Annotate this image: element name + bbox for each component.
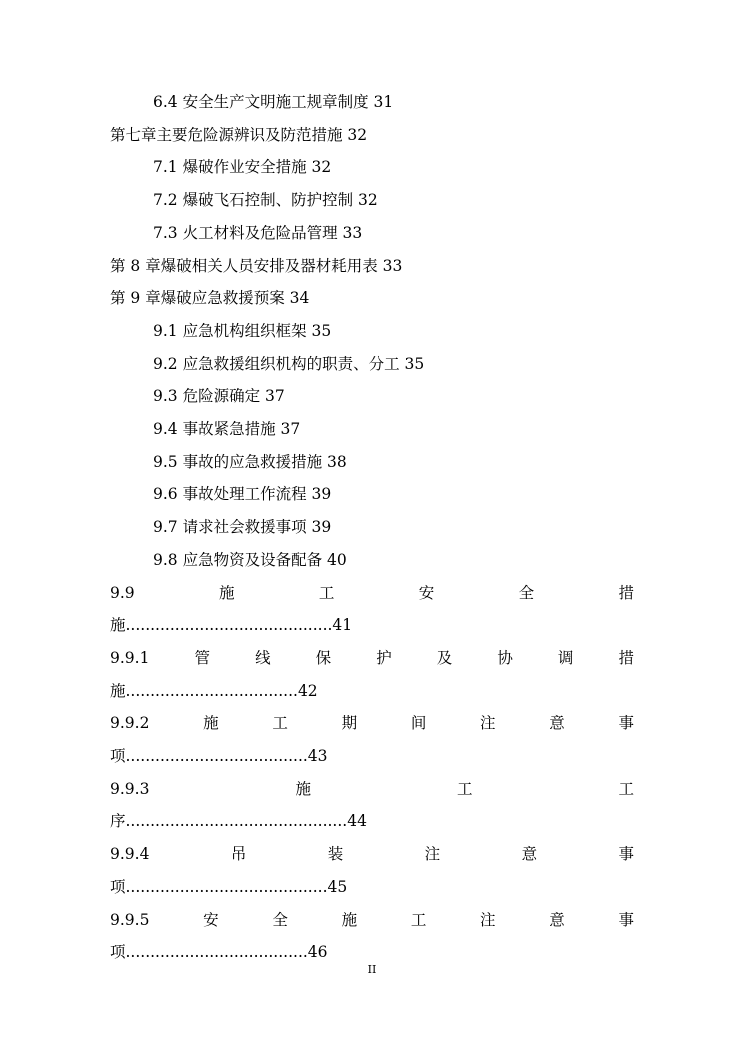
toc-entry-word: 9.9.3 bbox=[110, 779, 150, 798]
toc-entry-continuation: 项.....................................46 bbox=[110, 943, 328, 962]
toc-entry-word: 事 bbox=[618, 714, 634, 733]
toc-entry-word: 9.9.1 bbox=[110, 648, 150, 667]
toc-entry-word: 9.9.5 bbox=[110, 910, 150, 929]
toc-entry-justified bbox=[110, 581, 634, 605]
toc-entry-justified bbox=[110, 842, 634, 866]
toc-entry-word: 安 bbox=[418, 583, 435, 602]
toc-entry: 7.3 火工材料及危险品管理 33 bbox=[153, 223, 363, 242]
toc-entry-word: 施 bbox=[219, 583, 235, 602]
toc-entry-word: 全 bbox=[518, 583, 535, 602]
toc-entry-word: 吊 bbox=[230, 845, 247, 864]
toc-entry-word: 安 bbox=[203, 910, 219, 929]
toc-entry-word: 事 bbox=[618, 845, 634, 864]
toc-entry-continuation: 施..........................................41 bbox=[110, 616, 353, 635]
toc-entry: 第 9 章爆破应急救援预案 34 bbox=[110, 289, 310, 308]
toc-entry-word: 施 bbox=[203, 714, 219, 733]
toc-entry-word: 工 bbox=[410, 910, 427, 929]
toc-entry-justified bbox=[110, 711, 634, 735]
toc-entry: 9.4 事故紧急措施 37 bbox=[153, 420, 301, 438]
toc-entry: 9.3 危险源确定 37 bbox=[153, 387, 285, 406]
toc-entry-word: 注 bbox=[480, 714, 496, 733]
toc-entry-word: 工 bbox=[618, 779, 634, 798]
toc-entry-word: 意 bbox=[521, 845, 538, 864]
toc-entry-word: 管 bbox=[194, 648, 211, 667]
toc-entry: 9.6 事故处理工作流程 39 bbox=[153, 485, 332, 504]
toc-entry-continuation: 序.............................................44 bbox=[110, 812, 367, 831]
toc-entry-word: 护 bbox=[376, 648, 392, 667]
toc-entry-word: 注 bbox=[424, 845, 441, 864]
toc-entry-word: 保 bbox=[315, 648, 332, 667]
page-number: II bbox=[367, 963, 377, 976]
toc-entry: 9.2 应急救援组织机构的职责、分工 35 bbox=[153, 354, 425, 373]
toc-entry-word: 期 bbox=[341, 714, 358, 733]
toc-entry-word: 间 bbox=[410, 714, 427, 733]
toc-entry-continuation: 施...................................42 bbox=[110, 681, 318, 700]
toc-entry-word: 装 bbox=[327, 845, 344, 864]
toc-entry-justified bbox=[110, 777, 634, 801]
toc-entry-justified bbox=[110, 646, 634, 670]
toc-entry-continuation: 项.........................................45 bbox=[110, 877, 348, 896]
toc-entry-word: 施 bbox=[295, 779, 311, 798]
toc-entry-word: 9.9.4 bbox=[110, 845, 150, 864]
toc-entry-word: 施 bbox=[341, 910, 358, 929]
toc-entry-word: 意 bbox=[549, 714, 565, 733]
toc-entry-justified bbox=[110, 908, 634, 932]
toc-entry-word: 9.9.2 bbox=[110, 714, 150, 733]
toc-entry: 9.5 事故的应急救援措施 38 bbox=[153, 452, 347, 471]
toc-entry-word: 线 bbox=[255, 648, 271, 667]
toc-entry-word: 工 bbox=[272, 714, 288, 733]
toc-entry-word: 工 bbox=[318, 583, 335, 602]
toc-entry-word: 调 bbox=[557, 648, 574, 667]
toc-entry-word: 注 bbox=[480, 910, 496, 929]
toc-entry-word: 全 bbox=[272, 910, 288, 929]
toc-entry: 第 8 章爆破相关人员安排及器材耗用表 33 bbox=[110, 256, 403, 275]
toc-entry: 9.7 请求社会救援事项 39 bbox=[153, 518, 332, 537]
toc-entry-word: 及 bbox=[436, 648, 453, 667]
toc-entry-word: 协 bbox=[497, 648, 513, 667]
toc-entry: 6.4 安全生产文明施工规章制度 31 bbox=[153, 93, 394, 111]
toc-entry: 7.2 爆破飞石控制、防护控制 32 bbox=[153, 191, 378, 210]
toc-entry-word: 工 bbox=[456, 779, 473, 798]
toc-entry-word: 9.9 bbox=[110, 583, 135, 602]
toc-entry-word: 事 bbox=[618, 910, 634, 929]
toc-entry-word: 意 bbox=[549, 910, 565, 929]
toc-entry: 第七章主要危险源辨识及防范措施 32 bbox=[110, 125, 368, 144]
toc-entry-continuation: 项.....................................43 bbox=[110, 747, 328, 765]
toc-entry: 9.8 应急物资及设备配备 40 bbox=[153, 550, 347, 569]
toc-entry-word: 措 bbox=[618, 648, 634, 667]
toc-entry: 7.1 爆破作业安全措施 32 bbox=[153, 158, 332, 177]
toc-entry: 9.1 应急机构组织框架 35 bbox=[153, 321, 332, 340]
toc-entry-word: 措 bbox=[618, 583, 634, 602]
